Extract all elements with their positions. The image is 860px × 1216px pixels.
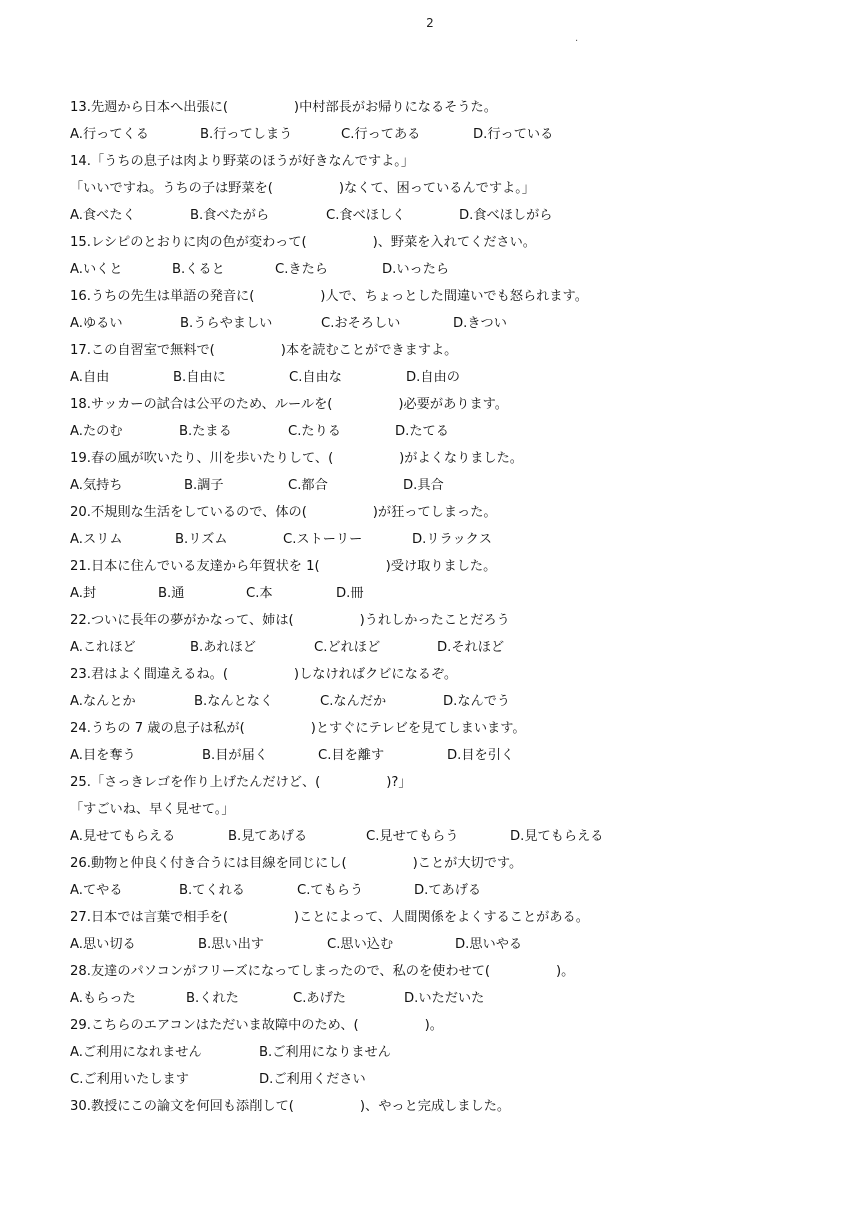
answer-option: C.どれほど	[314, 640, 381, 655]
answer-options	[70, 529, 830, 556]
answer-option: C.思い込む	[327, 937, 394, 952]
answer-option: D.たてる	[395, 424, 449, 439]
answer-option: A.ご利用になれません	[70, 1045, 202, 1060]
answer-option: C.目を離す	[318, 748, 385, 763]
answer-options	[70, 637, 830, 664]
question-text: 19.春の風が吹いたり、川を歩いたりして、( )がよくなりました。	[70, 451, 523, 466]
answer-option: A.これほど	[70, 640, 136, 655]
answer-option: B.通	[158, 586, 185, 601]
answer-option: C.本	[246, 586, 273, 601]
answer-option: D.なんでう	[443, 694, 511, 709]
answer-option: C.行ってある	[341, 127, 421, 142]
answer-option: A.気持ち	[70, 478, 123, 493]
question-list	[70, 97, 830, 1123]
answer-option: A.もらった	[70, 991, 136, 1006]
answer-option: D.目を引く	[447, 748, 515, 763]
answer-options	[70, 475, 830, 502]
answer-option: B.自由に	[173, 370, 226, 385]
answer-option: B.目が届く	[202, 748, 268, 763]
answer-option: B.見てあげる	[228, 829, 308, 844]
answer-option: C.なんだか	[320, 694, 387, 709]
answer-option: D.いったら	[382, 262, 450, 277]
answer-option: D.思いやる	[455, 937, 523, 952]
answer-option: B.調子	[184, 478, 224, 493]
answer-option: C.たりる	[288, 424, 341, 439]
answer-option: B.思い出す	[198, 937, 264, 952]
answer-option: B.あれほど	[190, 640, 256, 655]
answer-option: C.てもらう	[297, 883, 364, 898]
question-text: 25.「さっきレゴを作り上げたんだけど、( )?」	[70, 775, 412, 790]
answer-options	[70, 205, 830, 232]
answer-option: D.てあげる	[414, 883, 482, 898]
answer-options	[70, 691, 830, 718]
answer-option: C.ご利用いたします	[70, 1072, 189, 1087]
answer-option: A.自由	[70, 370, 110, 385]
answer-option: B.食べたがら	[190, 208, 270, 223]
question-text: 21.日本に住んでいる友達から年賀状を 1( )受け取りました。	[70, 559, 497, 574]
answer-option: A.行ってくる	[70, 127, 149, 142]
question-text: 30.教授にこの論文を何回も添削して( )、やっと完成しました。	[70, 1099, 511, 1114]
question-text: 29.こちらのエアコンはただいま故障中のため、( )。	[70, 1018, 443, 1033]
answer-option: D.自由の	[406, 370, 460, 385]
answer-option: C.ストーリー	[283, 532, 363, 547]
answer-options	[70, 583, 830, 610]
answer-option: D.行っている	[473, 127, 554, 142]
answer-option: B.たまる	[179, 424, 232, 439]
answer-option: D.食べほしがら	[459, 208, 553, 223]
question-text: 24.うちの 7 歳の息子は私が( )とすぐにテレビを見てしまいます。	[70, 721, 526, 736]
answer-option: A.思い切る	[70, 937, 136, 952]
answer-option: D.リラックス	[412, 532, 492, 547]
answer-options	[70, 1069, 830, 1096]
question-text: 23.君はよく間違えるね。( )しなければクビになるぞ。	[70, 667, 458, 682]
answer-options	[70, 1042, 830, 1069]
question-text: 22.ついに長年の夢がかなって、姉は( )うれしかったことだろう	[70, 613, 510, 628]
answer-option: B.行ってしまう	[200, 127, 293, 142]
answer-option: D.具合	[403, 478, 444, 493]
answer-option: A.ゆるい	[70, 316, 123, 331]
question-text: 20.不規則な生活をしているので、体の( )が狂ってしまった。	[70, 505, 497, 520]
page-mark: .	[575, 33, 579, 44]
answer-options	[70, 124, 830, 151]
answer-option: B.うらやましい	[180, 316, 273, 331]
question-text: 28.友達のパソコンがフリーズになってしまったので、私のを使わせて( )。	[70, 964, 575, 979]
answer-options	[70, 745, 830, 772]
answer-option: D.見てもらえる	[510, 829, 604, 844]
answer-options	[70, 880, 830, 907]
answer-option: A.いくと	[70, 262, 123, 277]
answer-options	[70, 988, 830, 1015]
answer-option: C.見せてもらう	[366, 829, 459, 844]
answer-option: D.ご利用ください	[259, 1072, 366, 1087]
question-dialogue: 「すごいね、早く見せて。」	[70, 802, 235, 817]
question-text: 18.サッカーの試合は公平のため、ルールを( )必要があります。	[70, 397, 508, 412]
question-text: 16.うちの先生は単語の発音に( )人で、ちょっとした間違いでも怒られます。	[70, 289, 588, 304]
answer-option: A.てやる	[70, 883, 123, 898]
answer-option: D.きつい	[453, 316, 507, 331]
answer-option: C.おそろしい	[321, 316, 401, 331]
answer-option: A.見せてもらえる	[70, 829, 176, 844]
answer-option: B.くると	[172, 262, 225, 277]
question-text: 26.動物と仲良く付き合うには目線を同じにし( )ことが大切です。	[70, 856, 523, 871]
question-text: 13.先週から日本へ出張に( )中村部長がお帰りになるそうた。	[70, 100, 497, 115]
answer-options	[70, 826, 830, 853]
question-text: 17.この自習室で無料で( )本を読むことができますよ。	[70, 343, 458, 358]
answer-option: A.目を奪う	[70, 748, 136, 763]
answer-option: A.スリム	[70, 532, 123, 547]
answer-option: D.いただいた	[404, 991, 485, 1006]
answer-option: D.冊	[336, 586, 364, 601]
answer-option: B.リズム	[175, 532, 228, 547]
answer-options	[70, 259, 830, 286]
answer-option: C.都合	[288, 478, 328, 493]
answer-options	[70, 367, 830, 394]
answer-option: C.食べほしく	[326, 208, 406, 223]
question-text: 15.レシピのとおりに肉の色が変わって( )、野菜を入れてください。	[70, 235, 536, 250]
answer-option: D.それほど	[437, 640, 505, 655]
answer-option: B.なんとなく	[194, 694, 274, 709]
answer-option: C.自由な	[289, 370, 342, 385]
answer-option: B.ご利用になりません	[259, 1045, 391, 1060]
question-text: 14.「うちの息子は肉より野菜のほうが好きなんですよ。」	[70, 154, 415, 169]
answer-option: A.封	[70, 586, 97, 601]
answer-option: A.なんとか	[70, 694, 136, 709]
answer-option: A.たのむ	[70, 424, 123, 439]
answer-options	[70, 934, 830, 961]
answer-option: C.あげた	[293, 991, 346, 1006]
answer-option: B.てくれる	[179, 883, 245, 898]
answer-option: C.きたら	[275, 262, 328, 277]
answer-options	[70, 421, 830, 448]
page-number: 2	[426, 16, 434, 30]
answer-option: A.食べたく	[70, 208, 136, 223]
question-text: 27.日本では言葉で相手を( )ことによって、人間関係をよくすることがある。	[70, 910, 589, 925]
answer-option: B.くれた	[186, 991, 239, 1006]
question-dialogue: 「いいですね。うちの子は野菜を( )なくて、困っているんですよ。」	[70, 181, 535, 196]
answer-options	[70, 313, 830, 340]
